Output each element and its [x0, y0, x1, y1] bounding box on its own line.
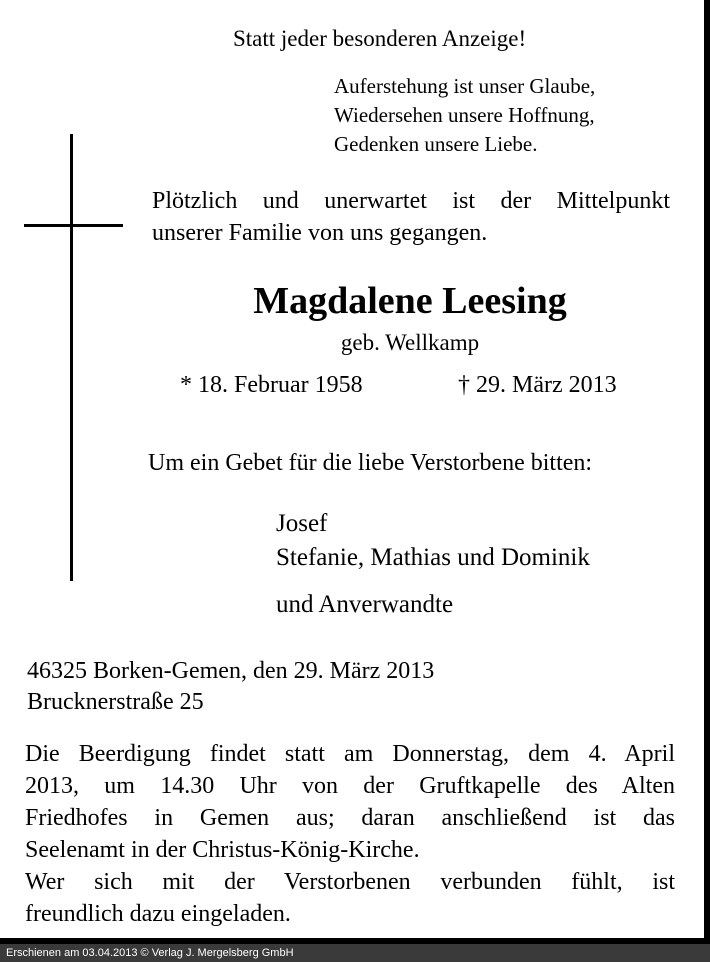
publication-footer: Erschienen am 03.04.2013 © Verlag J. Mergelsberg GmbH — [0, 944, 710, 962]
relatives: und Anverwandte — [276, 591, 454, 618]
prayer-request: Um ein Gebet für die liebe Verstorbene bitten: — [148, 450, 593, 476]
invitation-line: Wer sich mit der Verstorbenen verbunden fühlt, ist — [25, 869, 675, 895]
funeral-line: Friedhofes in Gemen aus; daran anschließend ist das — [25, 805, 675, 831]
invitation-line: freundlich dazu eingeladen. — [25, 901, 291, 927]
notice-heading: Statt jeder besonderen Anzeige! — [233, 26, 527, 51]
intro-line: Plötzlich und unerwartet ist der Mittelpunkt — [152, 188, 670, 214]
mourners — [276, 507, 590, 575]
address-line: 46325 Borken-Gemen, den 29. März 2013 — [27, 658, 435, 684]
cross-icon-bar — [24, 224, 123, 227]
intro-line: unserer Familie von uns gegangen. — [152, 220, 488, 246]
mourner-line: Josef — [276, 510, 328, 537]
mourner-line: Stefanie, Mathias und Dominik — [276, 544, 590, 571]
funeral-line: Die Beerdigung findet statt am Donnerstag, dem 4. April — [25, 741, 675, 767]
verse-line: Wiedersehen unsere Hoffnung, — [334, 103, 595, 127]
address — [27, 656, 434, 718]
maiden-name: geb. Wellkamp — [340, 330, 480, 355]
funeral-details — [25, 738, 675, 930]
deceased-name: Magdalene Leesing — [253, 280, 567, 322]
address-line: Brucknerstraße 25 — [27, 689, 204, 715]
verse-line: Auferstehung ist unser Glaube, — [334, 74, 596, 98]
birth-date: * 18. Februar 1958 — [180, 372, 363, 398]
funeral-line: Seelenamt in der Christus-König-Kirche. — [25, 837, 420, 863]
death-date: † 29. März 2013 — [458, 372, 617, 398]
funeral-line: 2013, um 14.30 Uhr von der Gruftkapelle des Alten — [25, 773, 675, 799]
verse — [334, 72, 595, 159]
verse-line: Gedenken unsere Liebe. — [334, 132, 538, 156]
cross-icon — [70, 134, 73, 581]
